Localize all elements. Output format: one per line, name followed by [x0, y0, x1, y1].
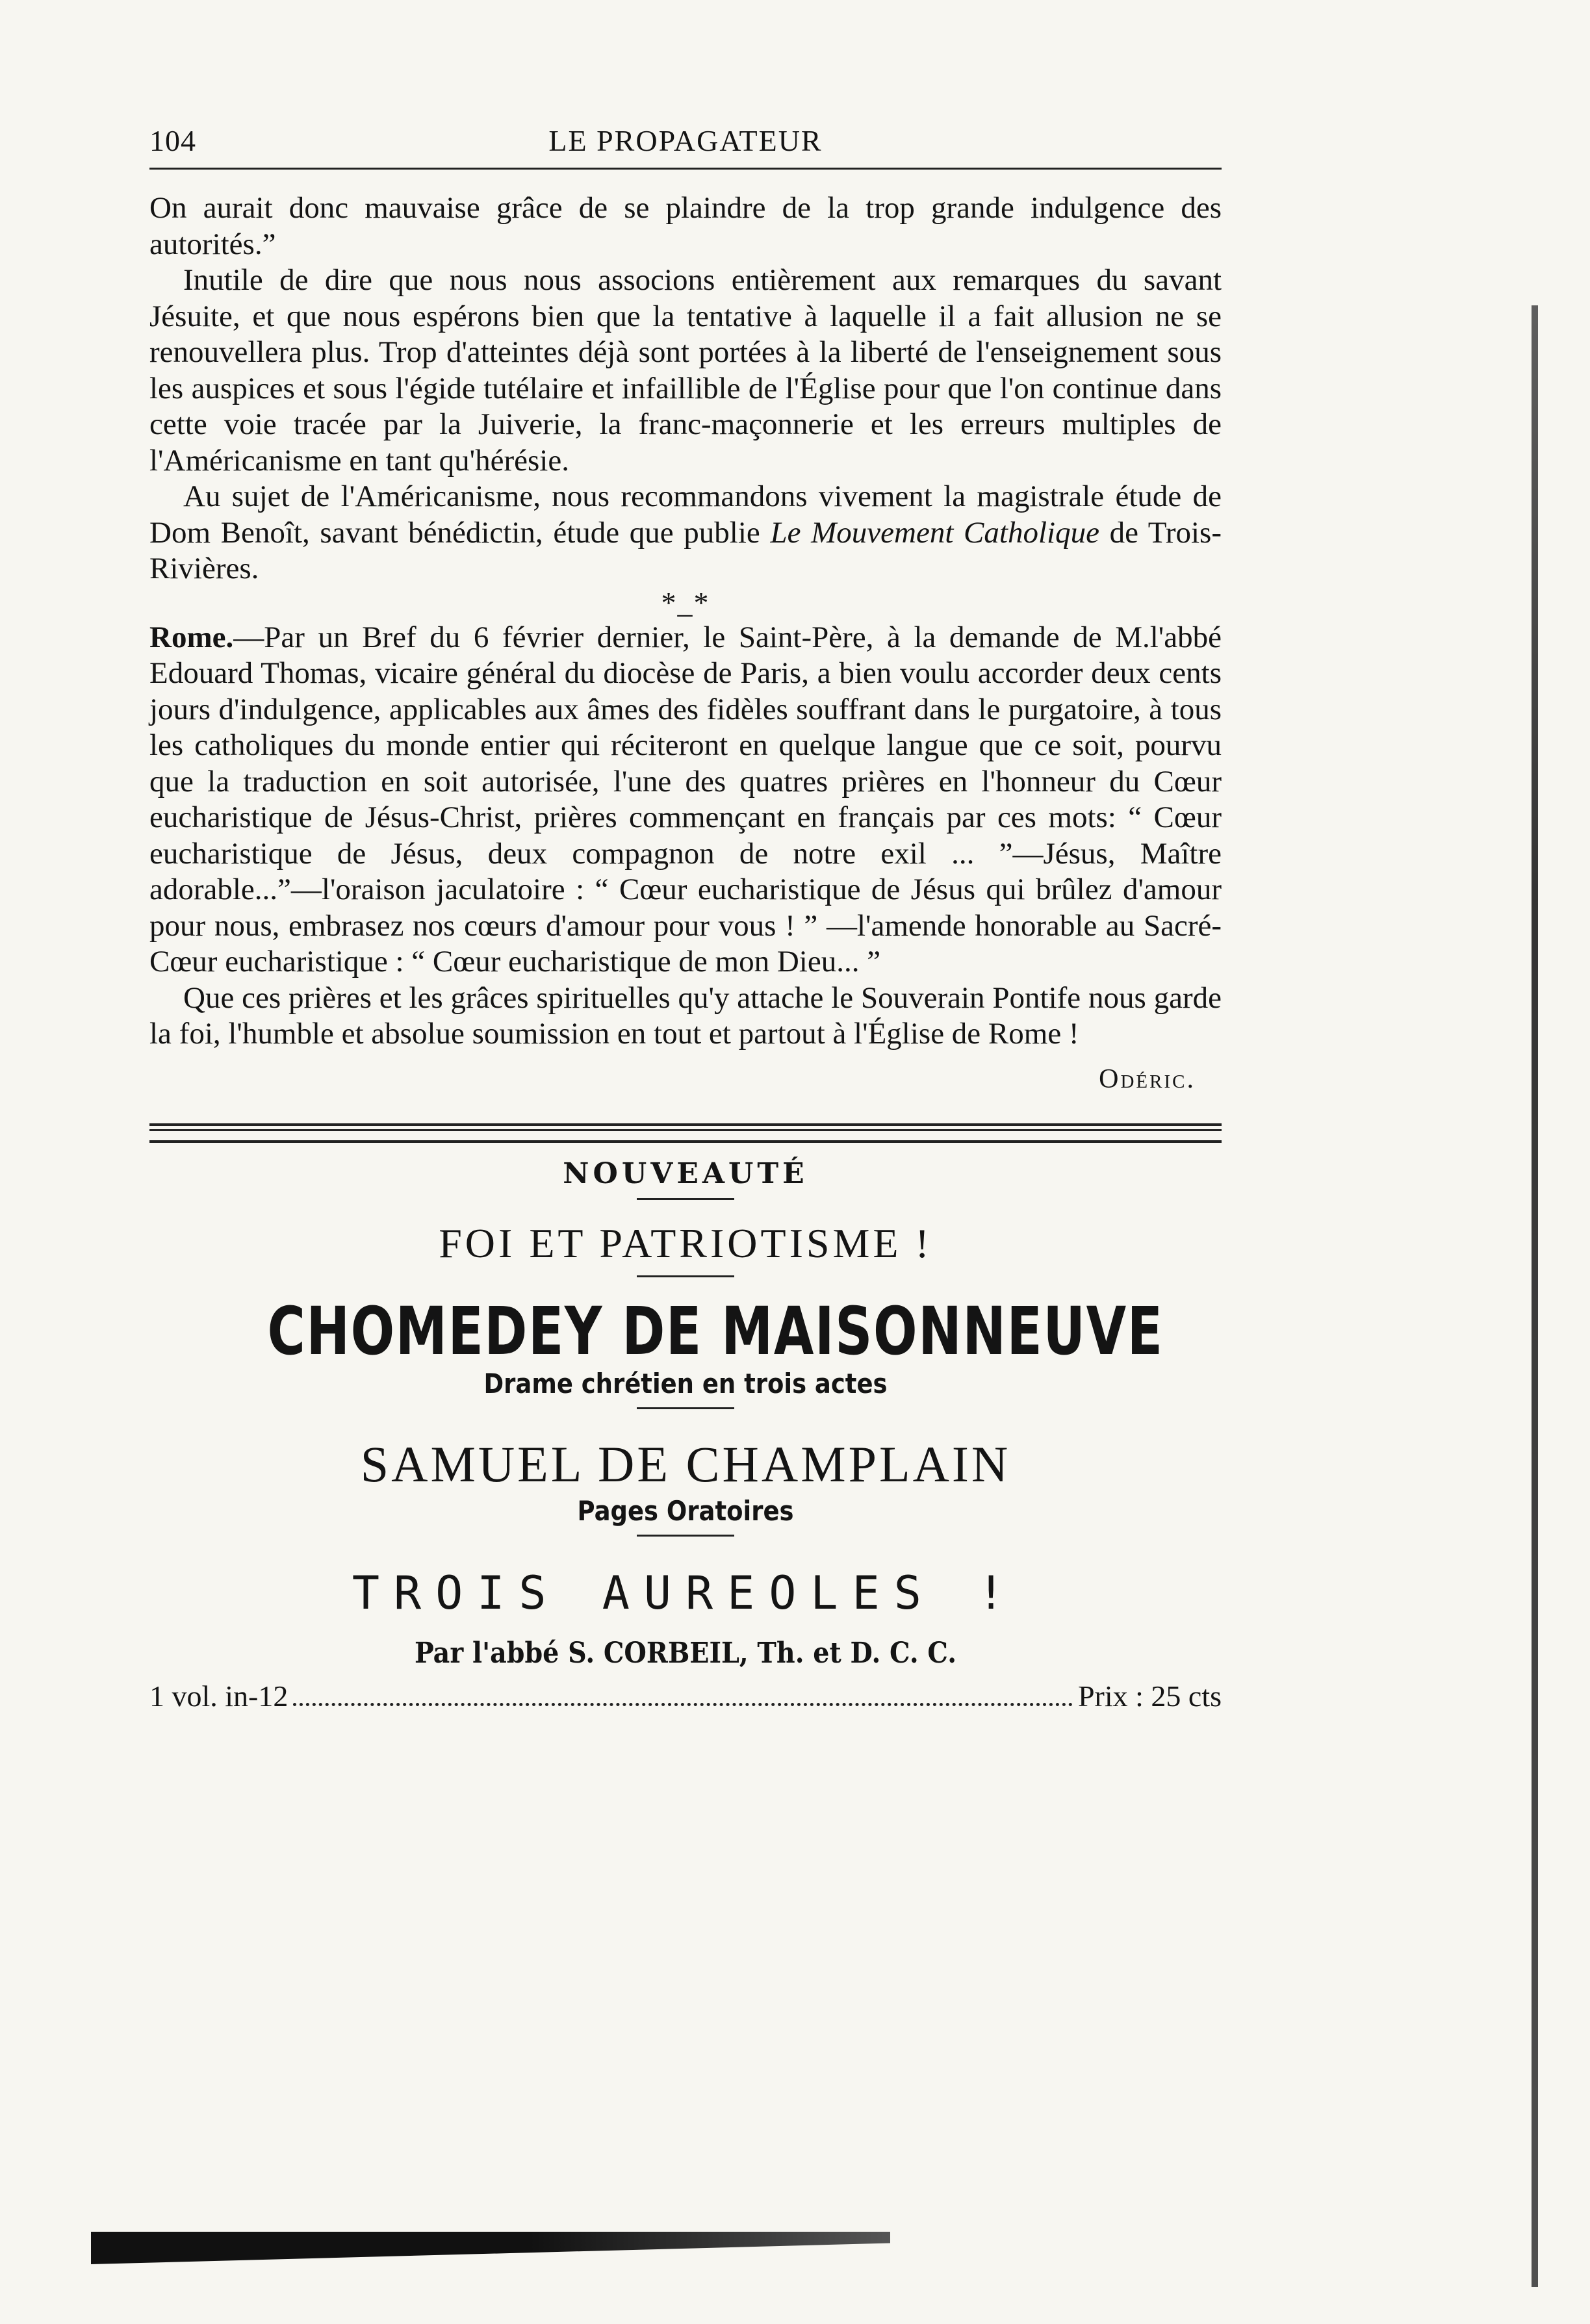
- ad-volume-line: [149, 1679, 1222, 1713]
- short-rule: [637, 1407, 734, 1409]
- ad-subtitle-drame: Drame chrétien en trois actes: [483, 1368, 888, 1399]
- ad-title-foi: FOI ET PATRIOTISME !: [439, 1220, 932, 1266]
- paragraph: On aurait donc mauvaise grâce de se plaindre de la trop grande indulgence des autorités.”: [149, 191, 1222, 261]
- ad-title-trois: TROIS AUREOLES !: [352, 1566, 1019, 1620]
- short-rule: [637, 1198, 734, 1200]
- ad-title-chomedey: CHOMEDEY DE MAISONNEUVE: [267, 1293, 1164, 1370]
- page: [149, 110, 1222, 1713]
- paragraph-closing: Que ces prières et les grâces spirituelles qu'y attache le Souverain Pontife nous garde la foi, l'humble et absolue soumission en tout et partout à l'Église de Rome !: [149, 980, 1222, 1051]
- scan-edge-mark: [1532, 305, 1538, 2287]
- page-number: 104: [149, 124, 196, 157]
- americanisme-text-after: de Trois-Rivières.: [149, 515, 1222, 585]
- short-rule: [637, 1275, 734, 1277]
- page-header: [149, 110, 1222, 156]
- ad-title-samuel: SAMUEL DE CHAMPLAIN: [360, 1436, 1011, 1492]
- article-body: [149, 190, 1222, 1097]
- paragraph-americanisme: [149, 479, 1222, 587]
- scan-bottom-mark: [91, 2232, 890, 2264]
- ad-author: Par l'abbé S. CORBEIL, Th. et D. C. C.: [414, 1637, 957, 1670]
- section-separator: *_*: [661, 585, 710, 619]
- journal-title: Le Mouvement Catholique: [770, 515, 1099, 550]
- advertisement: [149, 1157, 1222, 1713]
- ad-heading: NOUVEAUTÉ: [563, 1157, 808, 1190]
- rome-text: —Par un Bref du 6 février dernier, le Saint-Père, à la demande de M.l'abbé Edouard Thomas, vicaire général du diocèse de Paris, a bien voulu accorder deux cents jours d'indulgence, applicables aux âmes des fidèles souffrant dans le purgatoire, à tous les catholiques du monde entier qui réciteront en quelque langue que ce soit, pourvu que la traduction en soit autorisée, l'une des quatres prières en l'honneur du Cœur eucharistique de Jésus-Christ, prières commençant en français par ces mots: “ Cœur eucharistique de Jésus, deux compagnon de notre exil ... ”—Jésus, Maître adorable...”—l'oraison jaculatoire : “ Cœur eucharistique de Jésus qui brûlez d'amour pour nous, embrasez nos cœurs d'amour pour vous ! ” —l'amende honorable au Sacré-Cœur eucharistique : “ Cœur eucharistique de mon Dieu... ”: [149, 620, 1222, 978]
- paragraph: Inutile de dire que nous nous associons entièrement aux remarques du savant Jésuite, et que nous espérons bien que la tentative à laquelle il a fait allusion ne se renouvellera plus. Trop d'atteintes déjà sont portées à la liberté de l'enseignement sous les auspices et sous l'égide tutélaire et infaillible de l'Église pour que l'on continue dans cette voie tracée par la Juiverie, la franc-maçonnerie et les erreurs multiples de l'Américanisme en tant qu'hérésie.: [149, 263, 1222, 478]
- section-double-rule: [149, 1123, 1222, 1143]
- americanisme-text-before: Au sujet de l'Américanisme, nous recommandons vivement la magistrale étude de Dom Benoît, savant bénédictin, étude que publie: [149, 479, 1222, 550]
- ad-volume: 1 vol. in-12: [149, 1679, 289, 1713]
- ad-price: Prix : 25 cts: [1077, 1679, 1222, 1713]
- running-title: LE PROPAGATEUR: [548, 124, 823, 157]
- rome-label: Rome.: [149, 620, 234, 654]
- short-rule: [637, 1535, 734, 1537]
- ad-subtitle-pages: Pages Oratoires: [577, 1495, 794, 1527]
- signature: Odéric.: [1099, 1064, 1196, 1094]
- header-rule: [149, 168, 1222, 170]
- leader-dots: [293, 1703, 1073, 1706]
- paragraph-rome: [149, 620, 1222, 980]
